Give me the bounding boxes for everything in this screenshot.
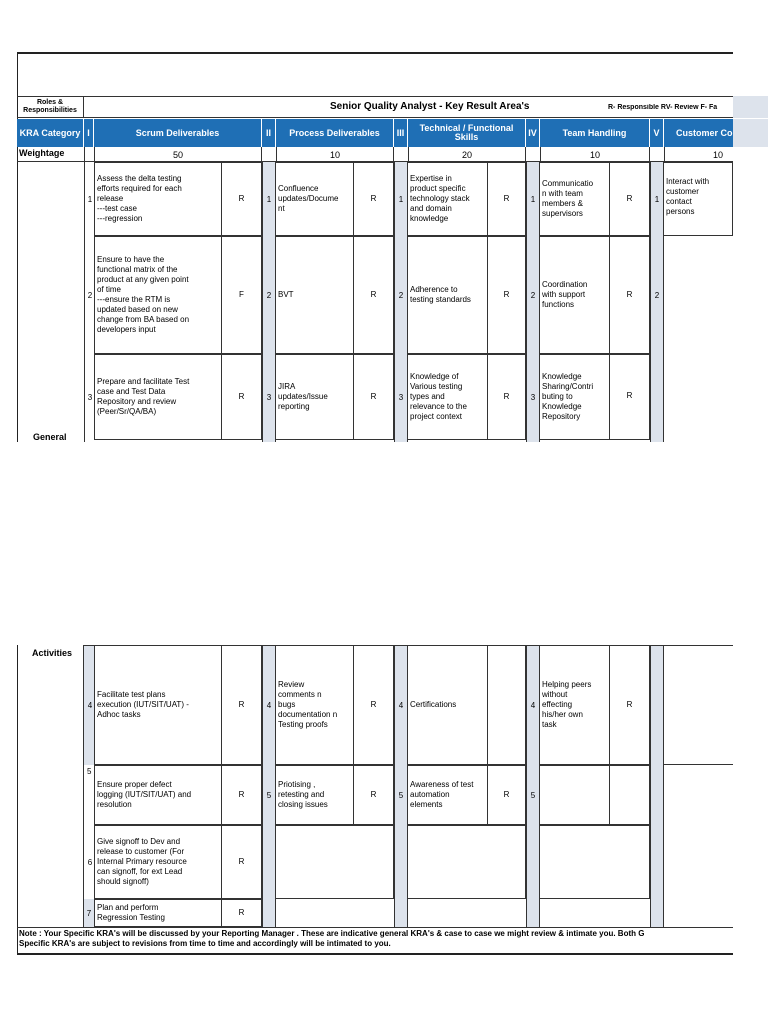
scrum-num-5: 5 — [87, 767, 92, 776]
team-cell-1 — [539, 162, 610, 236]
cust-cell-1 — [663, 162, 733, 236]
scrum-cell-3 — [94, 354, 222, 440]
team-code-3: R — [609, 354, 650, 440]
scrum-cell-4 — [94, 645, 222, 765]
cust-cell-4 — [663, 645, 733, 765]
team-text-1: Communicatio n with team members & supervisors — [542, 179, 594, 218]
team-cell-5 — [539, 765, 610, 825]
process-code-5: R — [353, 765, 394, 825]
team-handling-header: Team Handling — [540, 119, 650, 147]
tech-text-1: Expertise in product specific technology stack and domain knowledge — [410, 174, 470, 223]
tech-num-3: 3 — [398, 392, 404, 402]
tech-num-2: 2 — [398, 290, 404, 300]
scrum-deliverables-header: Scrum Deliverables — [94, 119, 262, 147]
weightage-tech: 20 — [408, 147, 526, 162]
scrum-num-3: 3 — [87, 392, 93, 402]
team-text-3: Knowledge Sharing/Contri buting to Knowledge Repository — [542, 372, 594, 421]
category-general: General — [33, 432, 67, 442]
tech-text-5: Awareness of test automation elements — [410, 780, 474, 809]
customer-header: Customer Co — [664, 119, 733, 147]
technical-skills-header: Technical / Functional Skills — [408, 119, 526, 147]
process-code-3: R — [353, 354, 394, 440]
process-num-3: 3 — [266, 392, 272, 402]
team-num-1: 1 — [530, 194, 536, 204]
roman-header-1: I — [84, 119, 94, 147]
weightage-divider-a — [84, 147, 85, 162]
note-line-1: Note : Your Specific KRA's will be discussed by your Reporting Manager . These are indicative general KRA's & case to case we might review & intimate you. Both G — [19, 929, 645, 938]
tech-cell-2 — [407, 236, 488, 354]
process-num-4: 4 — [266, 700, 272, 710]
kra-category-header: KRA Category — [17, 119, 84, 147]
process-cell-3 — [275, 354, 354, 440]
process-text-4: Review comments n bugs documentation n Testing proofs — [278, 680, 338, 729]
scrum-num-1: 1 — [87, 194, 93, 204]
process-num-2: 2 — [266, 290, 272, 300]
process-text-5: Priotising , retesting and closing issues — [278, 780, 328, 809]
tech-cell-1 — [407, 162, 488, 236]
process-num-5: 5 — [266, 790, 272, 800]
scrum-text-6: Give signoff to Dev and release to customer (For Internal Primary resource can signoff, for ext Lead should signoff) — [97, 837, 187, 886]
cust-cell-3 — [663, 354, 733, 442]
scrum-cell-5 — [94, 765, 222, 825]
cust-cell-2 — [663, 236, 733, 354]
weightage-process: 10 — [276, 147, 394, 162]
scrum-cell-6 — [94, 825, 222, 899]
team-cell-4 — [539, 645, 610, 765]
scrum-num-2: 2 — [87, 290, 93, 300]
scrum-text-3: Prepare and facilitate Test case and Test Data Repository and review (Peer/Sr/QA/BA) — [97, 377, 190, 416]
process-cell-2 — [275, 236, 354, 354]
tech-cell-6 — [407, 825, 526, 899]
roles-label — [17, 97, 84, 118]
scrum-code-1: R — [221, 162, 262, 236]
team-num-4: 4 — [530, 700, 536, 710]
scrum-num-7: 7 — [86, 908, 92, 918]
scrum-code-2: F — [221, 236, 262, 354]
process-code-2: R — [353, 236, 394, 354]
note-top-rule — [17, 927, 733, 928]
cust-num-1: 1 — [654, 194, 660, 204]
process-cell-1 — [275, 162, 354, 236]
team-text-4: Helping peers without effecting his/her own task — [542, 680, 592, 729]
team-num-3: 3 — [530, 392, 536, 402]
tech-num-5: 5 — [398, 790, 404, 800]
process-text-1: Confluence updates/Docume nt — [278, 184, 339, 213]
tech-text-2: Adherence to testing standards — [410, 285, 471, 304]
weightage-customer: 10 — [664, 147, 733, 162]
team-code-4: R — [609, 645, 650, 765]
sheet-title: Senior Quality Analyst - Key Result Area's — [330, 101, 530, 112]
team-num-5: 5 — [530, 790, 536, 800]
tech-text-4: Certifications — [410, 700, 457, 709]
cust-num-2: 2 — [654, 290, 660, 300]
process-cell-5 — [275, 765, 354, 825]
cust-text-1: Interact with customer contact persons — [666, 177, 710, 216]
team-cell-3 — [539, 354, 610, 440]
legend: R- Responsible RV- Review F- Fa — [608, 104, 718, 111]
scrum-code-3: R — [221, 354, 262, 440]
roles-label-line2: Responsibilities — [23, 107, 77, 114]
roman-header-3: III — [394, 119, 408, 147]
scrum-text-5: Ensure proper defect logging (IUT/SIT/UAT) and resolution — [97, 780, 192, 809]
roman-header-4: IV — [526, 119, 540, 147]
separator-col-5-bottom — [650, 645, 664, 927]
tech-num-1: 1 — [398, 194, 404, 204]
scrum-cell-2 — [94, 236, 222, 354]
process-code-1: R — [353, 162, 394, 236]
tech-cell-5 — [407, 765, 488, 825]
roman-header-5: V — [650, 119, 664, 147]
process-text-3: JIRA updates/Issue reporting — [278, 382, 328, 411]
weightage-label: Weightage — [19, 148, 65, 158]
weightage-team: 10 — [540, 147, 650, 162]
team-code-2: R — [609, 236, 650, 354]
category-divider-bottom — [83, 645, 84, 927]
process-num-1: 1 — [266, 194, 272, 204]
scrum-text-1: Assess the delta testing efforts required for each release ---test case ---regression — [97, 174, 182, 223]
team-text-2: Coordination with support functions — [542, 280, 588, 309]
team-code-1: R — [609, 162, 650, 236]
scrum-code-4: R — [221, 645, 262, 765]
process-deliverables-header: Process Deliverables — [276, 119, 394, 147]
weightage-scrum: 50 — [94, 147, 262, 162]
note-line-2: Specific KRA's are subject to revisions from time to time and accordingly will be intimated to you. — [19, 939, 391, 948]
roles-label-line1: Roles & — [36, 99, 64, 106]
team-cell-2 — [539, 236, 610, 354]
tech-code-5: R — [487, 765, 526, 825]
team-cell-6 — [539, 825, 650, 899]
roman-header-2: II — [262, 119, 276, 147]
tech-code-2: R — [487, 236, 526, 354]
tech-code-1: R — [487, 162, 526, 236]
tech-num-4: 4 — [398, 700, 404, 710]
process-text-2: BVT — [278, 290, 294, 299]
tech-cell-4 — [407, 645, 488, 765]
team-code-5 — [609, 765, 650, 825]
tech-code-4 — [487, 645, 526, 765]
scrum-text-4: Facilitate test plans execution (IUT/SIT/UAT) - Adhoc tasks — [97, 690, 189, 719]
category-activities: Activities — [32, 648, 73, 658]
scrum-code-7: R — [221, 899, 262, 927]
process-cell-6 — [275, 825, 394, 899]
scrum-cell-1 — [94, 162, 222, 236]
tech-cell-3 — [407, 354, 488, 440]
scrum-code-5: R — [221, 765, 262, 825]
header-row-extension — [733, 119, 768, 147]
scrum-num-4: 4 — [87, 700, 93, 710]
process-cell-4 — [275, 645, 354, 765]
scrum-num-6: 6 — [87, 857, 93, 867]
team-num-2: 2 — [530, 290, 536, 300]
scrum-text-7: Plan and perform Regression Testing — [97, 903, 165, 922]
tech-code-3: R — [487, 354, 526, 440]
scrum-text-2: Ensure to have the functional matrix of the product at any given point of time ---ensure the RTM is updated based on new change from BA based on developers input — [97, 255, 190, 334]
tech-text-3: Knowledge of Various testing types and relevance to the project context — [410, 372, 467, 421]
scrum-cell-7 — [94, 899, 222, 927]
scrum-code-6: R — [221, 825, 262, 899]
process-code-4: R — [353, 645, 394, 765]
